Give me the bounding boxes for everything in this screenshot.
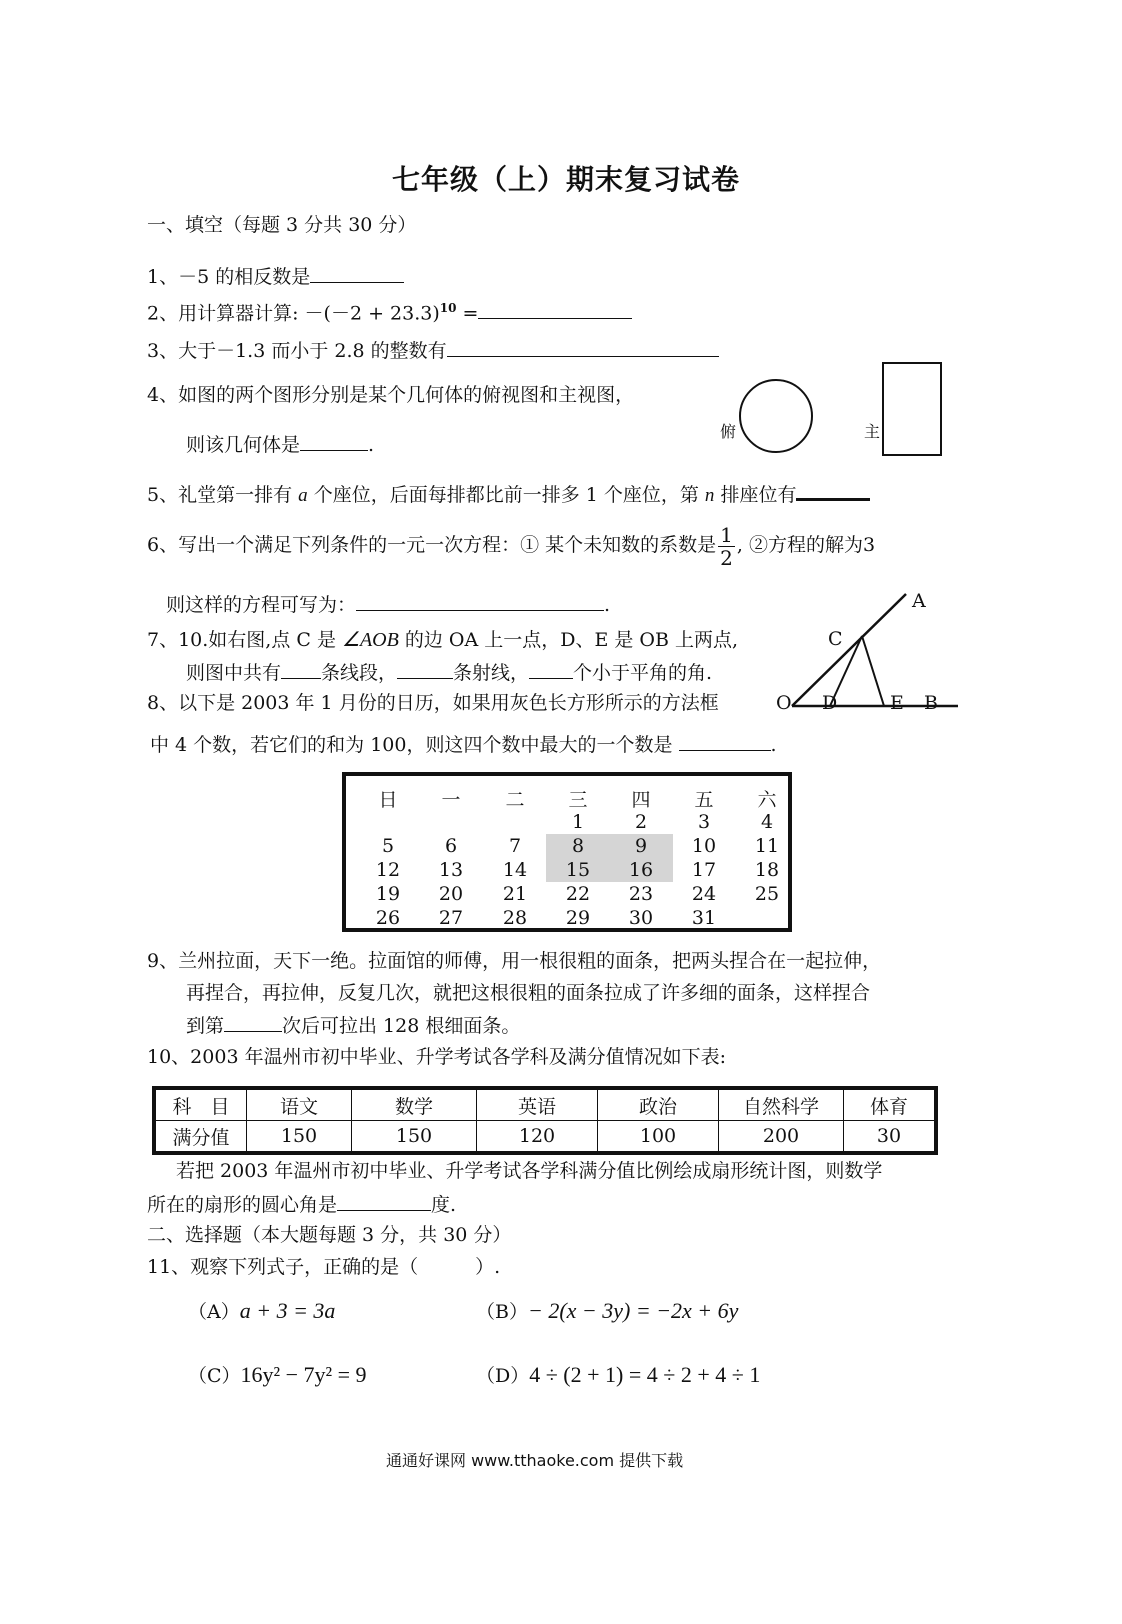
fraction-denominator: 2	[720, 545, 733, 570]
question-7-line2-c: 条射线，	[453, 662, 530, 684]
segment-ce	[862, 636, 884, 706]
calendar-day: 4	[760, 811, 774, 833]
answer-blank[interactable]	[356, 594, 604, 611]
option-a-formula: a + 3 = 3a	[239, 1298, 336, 1323]
page-footer: 通通好课网 www.tthaoke.com 提供下载	[386, 1451, 684, 1470]
question-3	[147, 340, 719, 361]
section1-heading: 一、填空（每题 3 分共 30 分）	[147, 214, 417, 236]
question-6-line2-text: 则这样的方程可写为：	[166, 594, 357, 616]
answer-blank[interactable]	[281, 662, 321, 679]
question-5-mid: 个座位，后面每排都比前一排多 1 个座位，第	[313, 484, 699, 506]
answer-blank[interactable]	[337, 1194, 431, 1211]
label-c: C	[828, 628, 843, 650]
calendar-header: 日	[378, 789, 398, 811]
table-cell: 体育	[844, 1088, 937, 1121]
table-cell: 满分值	[154, 1121, 247, 1154]
exponent: 10	[439, 301, 457, 315]
calendar-day: 21	[502, 883, 528, 905]
table-cell: 100	[598, 1121, 719, 1154]
option-d[interactable]	[476, 1364, 760, 1386]
calendar-header: 二	[505, 789, 525, 811]
fraction-numerator: 1	[720, 522, 733, 547]
question-8-text: 中 4 个数，若它们的和为 100，则这四个数中最大的一个数是	[150, 734, 673, 756]
calendar-week-row	[346, 834, 788, 858]
label-b: B	[924, 692, 938, 714]
answer-blank[interactable]	[300, 434, 368, 451]
calendar-header: 五	[694, 789, 714, 811]
front-view-rectangle	[882, 362, 944, 458]
calendar-day: 27	[438, 907, 464, 929]
calendar-day-highlighted: 8	[546, 834, 610, 858]
answer-blank[interactable]	[679, 734, 771, 751]
calendar-day: 18	[754, 859, 780, 881]
table-cell: 150	[352, 1121, 477, 1154]
calendar-day: 7	[508, 835, 522, 857]
calendar-day: 24	[691, 883, 717, 905]
question-5-text: 5、礼堂第一排有	[147, 484, 293, 506]
calendar-header: 六	[757, 789, 777, 811]
question-10-text-end: 度.	[431, 1194, 457, 1216]
question-7-line2-b: 条线段，	[321, 662, 398, 684]
question-7-line2-a: 则图中共有	[186, 662, 282, 684]
question-9-line2: 再捏合，再拉伸，反复几次，就把这根很粗的面条拉成了许多细的面条，这样捏合	[186, 982, 871, 1004]
top-view-circle	[738, 378, 814, 454]
answer-blank[interactable]	[310, 266, 404, 283]
question-7-line1	[147, 630, 738, 650]
question-11: 11、观察下列式子，正确的是（ ）.	[147, 1256, 501, 1278]
question-8-period: .	[770, 734, 777, 756]
question-4-text: 则该几何体是	[186, 434, 301, 456]
question-9-line3	[186, 1015, 520, 1036]
calendar-day: 26	[375, 907, 401, 929]
calendar-day: 5	[381, 835, 395, 857]
calendar-day: 22	[565, 883, 591, 905]
option-b-label: （B）	[476, 1301, 528, 1323]
option-a-label: （A）	[188, 1301, 240, 1323]
question-2-text: 2、用计算器计算: －(－2 + 23.3)	[147, 302, 440, 325]
calendar-day-highlighted: 9	[609, 834, 673, 858]
calendar-day: 13	[438, 859, 464, 881]
question-2-equals: =	[456, 302, 479, 325]
question-4-period: .	[368, 434, 375, 456]
section2-heading: 二、选择题（本大题每题 3 分，共 30 分）	[147, 1224, 512, 1246]
calendar-day: 20	[438, 883, 464, 905]
question-1-text: 1、－5 的相反数是	[147, 266, 311, 288]
variable-n: n	[704, 485, 715, 506]
answer-blank[interactable]	[447, 340, 719, 357]
option-b-formula: − 2(x − 3y) = −2x + 6y	[527, 1298, 739, 1323]
page-title: 七年级（上）期末复习试卷	[392, 163, 741, 196]
calendar-day: 30	[628, 907, 654, 929]
calendar-day: 19	[375, 883, 401, 905]
question-4-line2	[186, 434, 374, 455]
calendar-day: 2	[634, 811, 648, 833]
table-cell: 政治	[598, 1088, 719, 1121]
calendar-day: 12	[375, 859, 401, 881]
question-8-line2	[150, 734, 777, 755]
option-d-label: （D）	[476, 1365, 530, 1387]
option-d-formula: 4 ÷ (2 + 1) = 4 ÷ 2 + 4 ÷ 1	[529, 1362, 761, 1387]
calendar-week-row	[346, 858, 788, 882]
question-5-end: 排座位有	[720, 484, 797, 506]
calendar-week-row	[346, 810, 788, 834]
calendar-week-row	[346, 882, 788, 906]
question-6-text: 6、写出一个满足下列条件的一元一次方程：① 某个未知数的系数是	[147, 534, 717, 556]
question-4-line1: 4、如图的两个图形分别是某个几何体的俯视图和主视图，	[147, 384, 635, 406]
score-table	[152, 1086, 938, 1155]
calendar-day-highlighted: 15	[546, 858, 610, 882]
calendar-day: 25	[754, 883, 780, 905]
question-10-text: 所在的扇形的圆心角是	[147, 1194, 338, 1216]
table-cell: 200	[719, 1121, 844, 1154]
label-a: A	[912, 590, 926, 612]
table-cell: 语文	[247, 1088, 352, 1121]
calendar-day-highlighted: 16	[609, 858, 673, 882]
ray-oa	[792, 594, 906, 706]
calendar-day: 29	[565, 907, 591, 929]
table-cell: 英语	[477, 1088, 598, 1121]
question-6-end: , ②方程的解为3	[736, 534, 876, 556]
calendar-header: 三	[568, 789, 588, 811]
question-9-line1: 9、兰州拉面，天下一绝。拉面馆的师傅，用一根很粗的面条，把两头捏合在一起拉伸，	[147, 950, 882, 972]
front-view-label: 主	[864, 422, 881, 441]
table-row	[154, 1121, 936, 1154]
calendar-day: 28	[502, 907, 528, 929]
angle-aob: ∠AOB	[342, 629, 399, 651]
option-c-formula: 16y² − 7y² = 9	[240, 1362, 367, 1387]
question-9-text-end: 次后可拉出 128 根细面条。	[282, 1015, 521, 1037]
table-cell: 数学	[352, 1088, 477, 1121]
question-10-line1: 10、2003 年温州市初中毕业、升学考试各学科及满分值情况如下表:	[147, 1046, 726, 1068]
calendar-header-row	[346, 788, 788, 812]
answer-blank[interactable]	[529, 662, 573, 679]
answer-blank[interactable]	[796, 482, 870, 501]
calendar-day: 23	[628, 883, 654, 905]
question-6-period: .	[604, 594, 611, 616]
question-6	[147, 520, 875, 570]
top-view-label: 俯	[720, 422, 737, 441]
answer-blank[interactable]	[224, 1015, 282, 1032]
question-7-text-end: 的边 OA 上一点，D、E 是 OB 上两点,	[404, 629, 739, 651]
calendar-day: 14	[502, 859, 528, 881]
calendar-day: 11	[754, 835, 780, 857]
calendar-header: 四	[631, 789, 651, 811]
question-8-line1: 8、以下是 2003 年 1 月份的日历，如果用灰色长方形所示的方法框	[147, 692, 719, 714]
question-10-line3	[147, 1194, 456, 1215]
option-c-label: （C）	[188, 1365, 241, 1387]
question-5	[147, 482, 870, 505]
table-cell: 科 目	[154, 1088, 247, 1121]
calendar-january-2003	[342, 772, 792, 932]
label-e: E	[890, 692, 904, 714]
answer-blank[interactable]	[478, 302, 632, 319]
question-10-line2: 若把 2003 年温州市初中毕业、升学考试各学科满分值比例绘成扇形统计图，则数学	[176, 1160, 883, 1182]
option-b[interactable]	[476, 1300, 738, 1322]
question-7-line2-d: 个小于平角的角.	[573, 662, 713, 684]
fraction-one-half	[718, 524, 735, 569]
question-7-line2	[186, 662, 712, 683]
calendar-day: 17	[691, 859, 717, 881]
table-cell: 150	[247, 1121, 352, 1154]
table-header-row	[154, 1088, 936, 1121]
question-9-text: 到第	[186, 1015, 225, 1037]
option-a[interactable]	[188, 1300, 335, 1322]
answer-blank[interactable]	[397, 662, 453, 679]
calendar-day: 10	[691, 835, 717, 857]
table-cell: 自然科学	[719, 1088, 844, 1121]
question-3-text: 3、大于－1.3 而小于 2.8 的整数有	[147, 340, 447, 362]
question-2	[147, 302, 632, 323]
calendar-day: 1	[571, 811, 585, 833]
calendar-header: 一	[441, 789, 461, 811]
option-c[interactable]	[188, 1364, 367, 1386]
question-6-line2	[166, 594, 610, 615]
calendar-day: 31	[691, 907, 717, 929]
table-cell: 120	[477, 1121, 598, 1154]
variable-a: a	[298, 485, 308, 506]
question-7-text: 7、10.如右图,点 C 是	[147, 629, 336, 651]
calendar-day: 6	[444, 835, 458, 857]
table-cell: 30	[844, 1121, 937, 1154]
calendar-week-row	[346, 906, 788, 930]
angle-figure	[770, 588, 970, 718]
label-d: D	[822, 692, 838, 714]
question-1	[147, 266, 404, 287]
calendar-day: 3	[697, 811, 711, 833]
label-o: O	[776, 692, 792, 714]
